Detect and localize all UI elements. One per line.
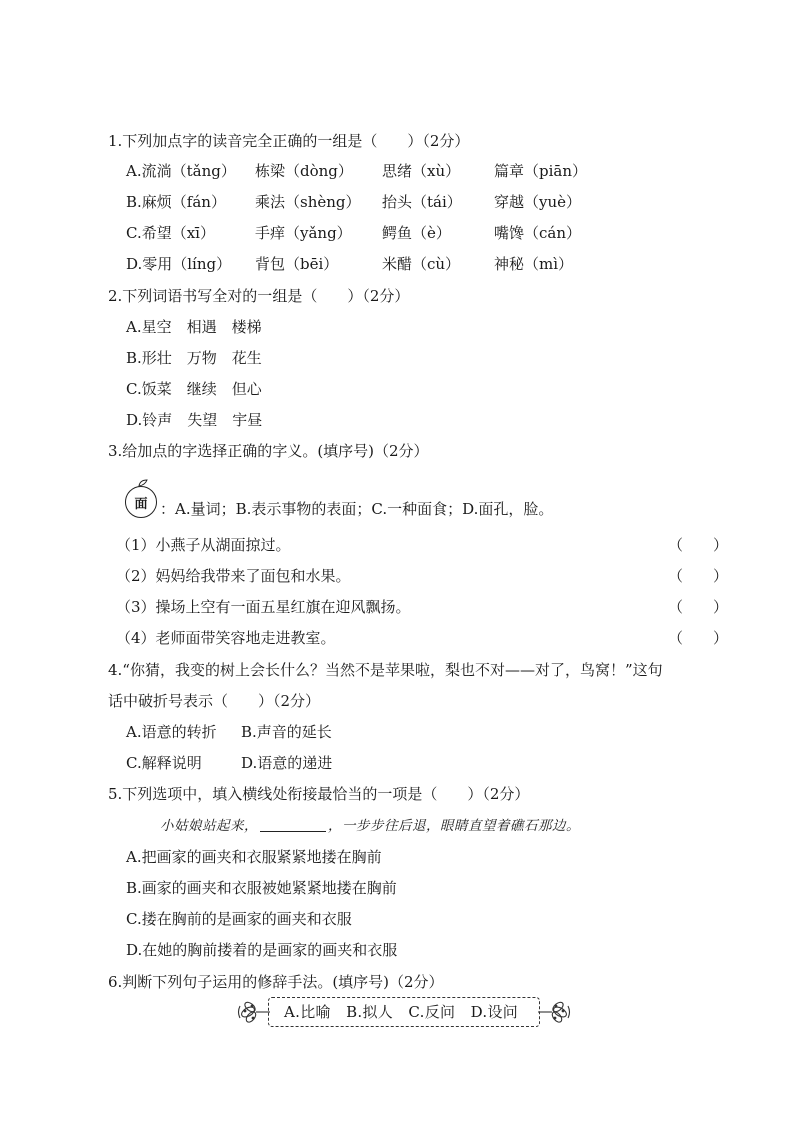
answer-blank[interactable]: （ ） bbox=[668, 629, 729, 647]
q1-stem: 1.下列加点字的读音完全正确的一组是（ ）（2分） bbox=[108, 132, 470, 150]
q4-stem-line1: 4.“你猜，我变的树上会长什么？当然不是苹果啦，梨也不对——对了，鸟窝！”这句 bbox=[108, 661, 663, 679]
q1-option: 手痒（yǎng） bbox=[255, 224, 352, 242]
flower-ornament-icon bbox=[536, 994, 572, 1030]
q3-stem: 3.给加点的字选择正确的字义。(填序号)（2分） bbox=[108, 442, 429, 460]
q6-stem: 6.判断下列句子运用的修辞手法。(填序号)（2分） bbox=[108, 973, 444, 991]
q1-option: B.麻烦（fán） bbox=[126, 193, 226, 211]
q3-meanings: ：A.量词；B.表示事物的表面；C.一种面食；D.面孔，脸。 bbox=[160, 500, 554, 518]
q1-option: 鳄鱼（è） bbox=[382, 224, 451, 242]
q2-option-d: D.铃声 失望 宇昼 bbox=[126, 411, 263, 429]
q5-option-a: A.把画家的画夹和衣服紧紧地搂在胸前 bbox=[126, 848, 382, 866]
q4-option-d: D.语意的递进 bbox=[241, 754, 333, 772]
q1-option: 米醋（cù） bbox=[382, 255, 461, 273]
q1-option: A.流淌（tǎng） bbox=[126, 162, 236, 180]
q4-option-a: A.语意的转折 bbox=[126, 723, 217, 741]
answer-blank[interactable]: （ ） bbox=[668, 598, 729, 616]
q5-option-c: C.搂在胸前的是画家的画夹和衣服 bbox=[126, 910, 352, 928]
q5-sentence bbox=[160, 816, 580, 836]
q5-option-d: D.在她的胸前搂着的是画家的画夹和衣服 bbox=[126, 941, 398, 959]
target-char-badge: 面 bbox=[125, 486, 157, 518]
q5-sentence-before: 小姑娘站起来， bbox=[160, 818, 258, 834]
q1-option: 栋梁（dòng） bbox=[255, 162, 353, 180]
q3-item-4: （4）老师面带笑容地走进教室。 bbox=[116, 629, 336, 647]
q1-option: 背包（bēi） bbox=[255, 255, 339, 273]
q1-option: 嘴馋（cán） bbox=[494, 224, 582, 242]
q5-sentence-after: ，一步步往后退，眼睛直望着礁石那边。 bbox=[328, 818, 580, 834]
q2-option-c: C.饭菜 继续 但心 bbox=[126, 380, 262, 398]
q3-item-3: （3）操场上空有一面五星红旗在迎风飘扬。 bbox=[116, 598, 411, 616]
answer-blank[interactable]: （ ） bbox=[668, 536, 729, 554]
q3-item-1: （1）小燕子从湖面掠过。 bbox=[116, 536, 291, 554]
q5-stem: 5.下列选项中，填入横线处衔接最恰当的一项是（ ）（2分） bbox=[108, 785, 530, 803]
fill-blank[interactable] bbox=[260, 817, 326, 832]
q2-stem: 2.下列词语书写全对的一组是（ ）（2分） bbox=[108, 287, 410, 305]
q1-option: 乘法（shèng） bbox=[255, 193, 361, 211]
q2-option-b: B.形壮 万物 花生 bbox=[126, 349, 262, 367]
q1-option: 穿越（yuè） bbox=[494, 193, 582, 211]
q5-option-b: B.画家的画夹和衣服被她紧紧地搂在胸前 bbox=[126, 879, 397, 897]
q4-stem-line2: 话中破折号表示（ ）（2分） bbox=[108, 692, 321, 710]
q1-option: D.零用（líng） bbox=[126, 255, 232, 273]
q4-option-c: C.解释说明 bbox=[126, 754, 202, 772]
flower-ornament-icon bbox=[236, 994, 272, 1030]
q1-option: 神秘（mì） bbox=[494, 255, 574, 273]
q4-option-b: B.声音的延长 bbox=[241, 723, 332, 741]
q6-choices: A.比喻 B.拟人 C.反问 D.设问 bbox=[284, 1003, 519, 1021]
q1-option: 抬头（tái） bbox=[382, 193, 462, 211]
q1-option: 篇章（piān） bbox=[494, 162, 588, 180]
q3-item-2: （2）妈妈给我带来了面包和水果。 bbox=[116, 567, 351, 585]
q2-option-a: A.星空 相遇 楼梯 bbox=[126, 318, 262, 336]
answer-blank[interactable]: （ ） bbox=[668, 567, 729, 585]
q1-option: C.希望（xī） bbox=[126, 224, 215, 242]
q1-option: 思绪（xù） bbox=[382, 162, 461, 180]
